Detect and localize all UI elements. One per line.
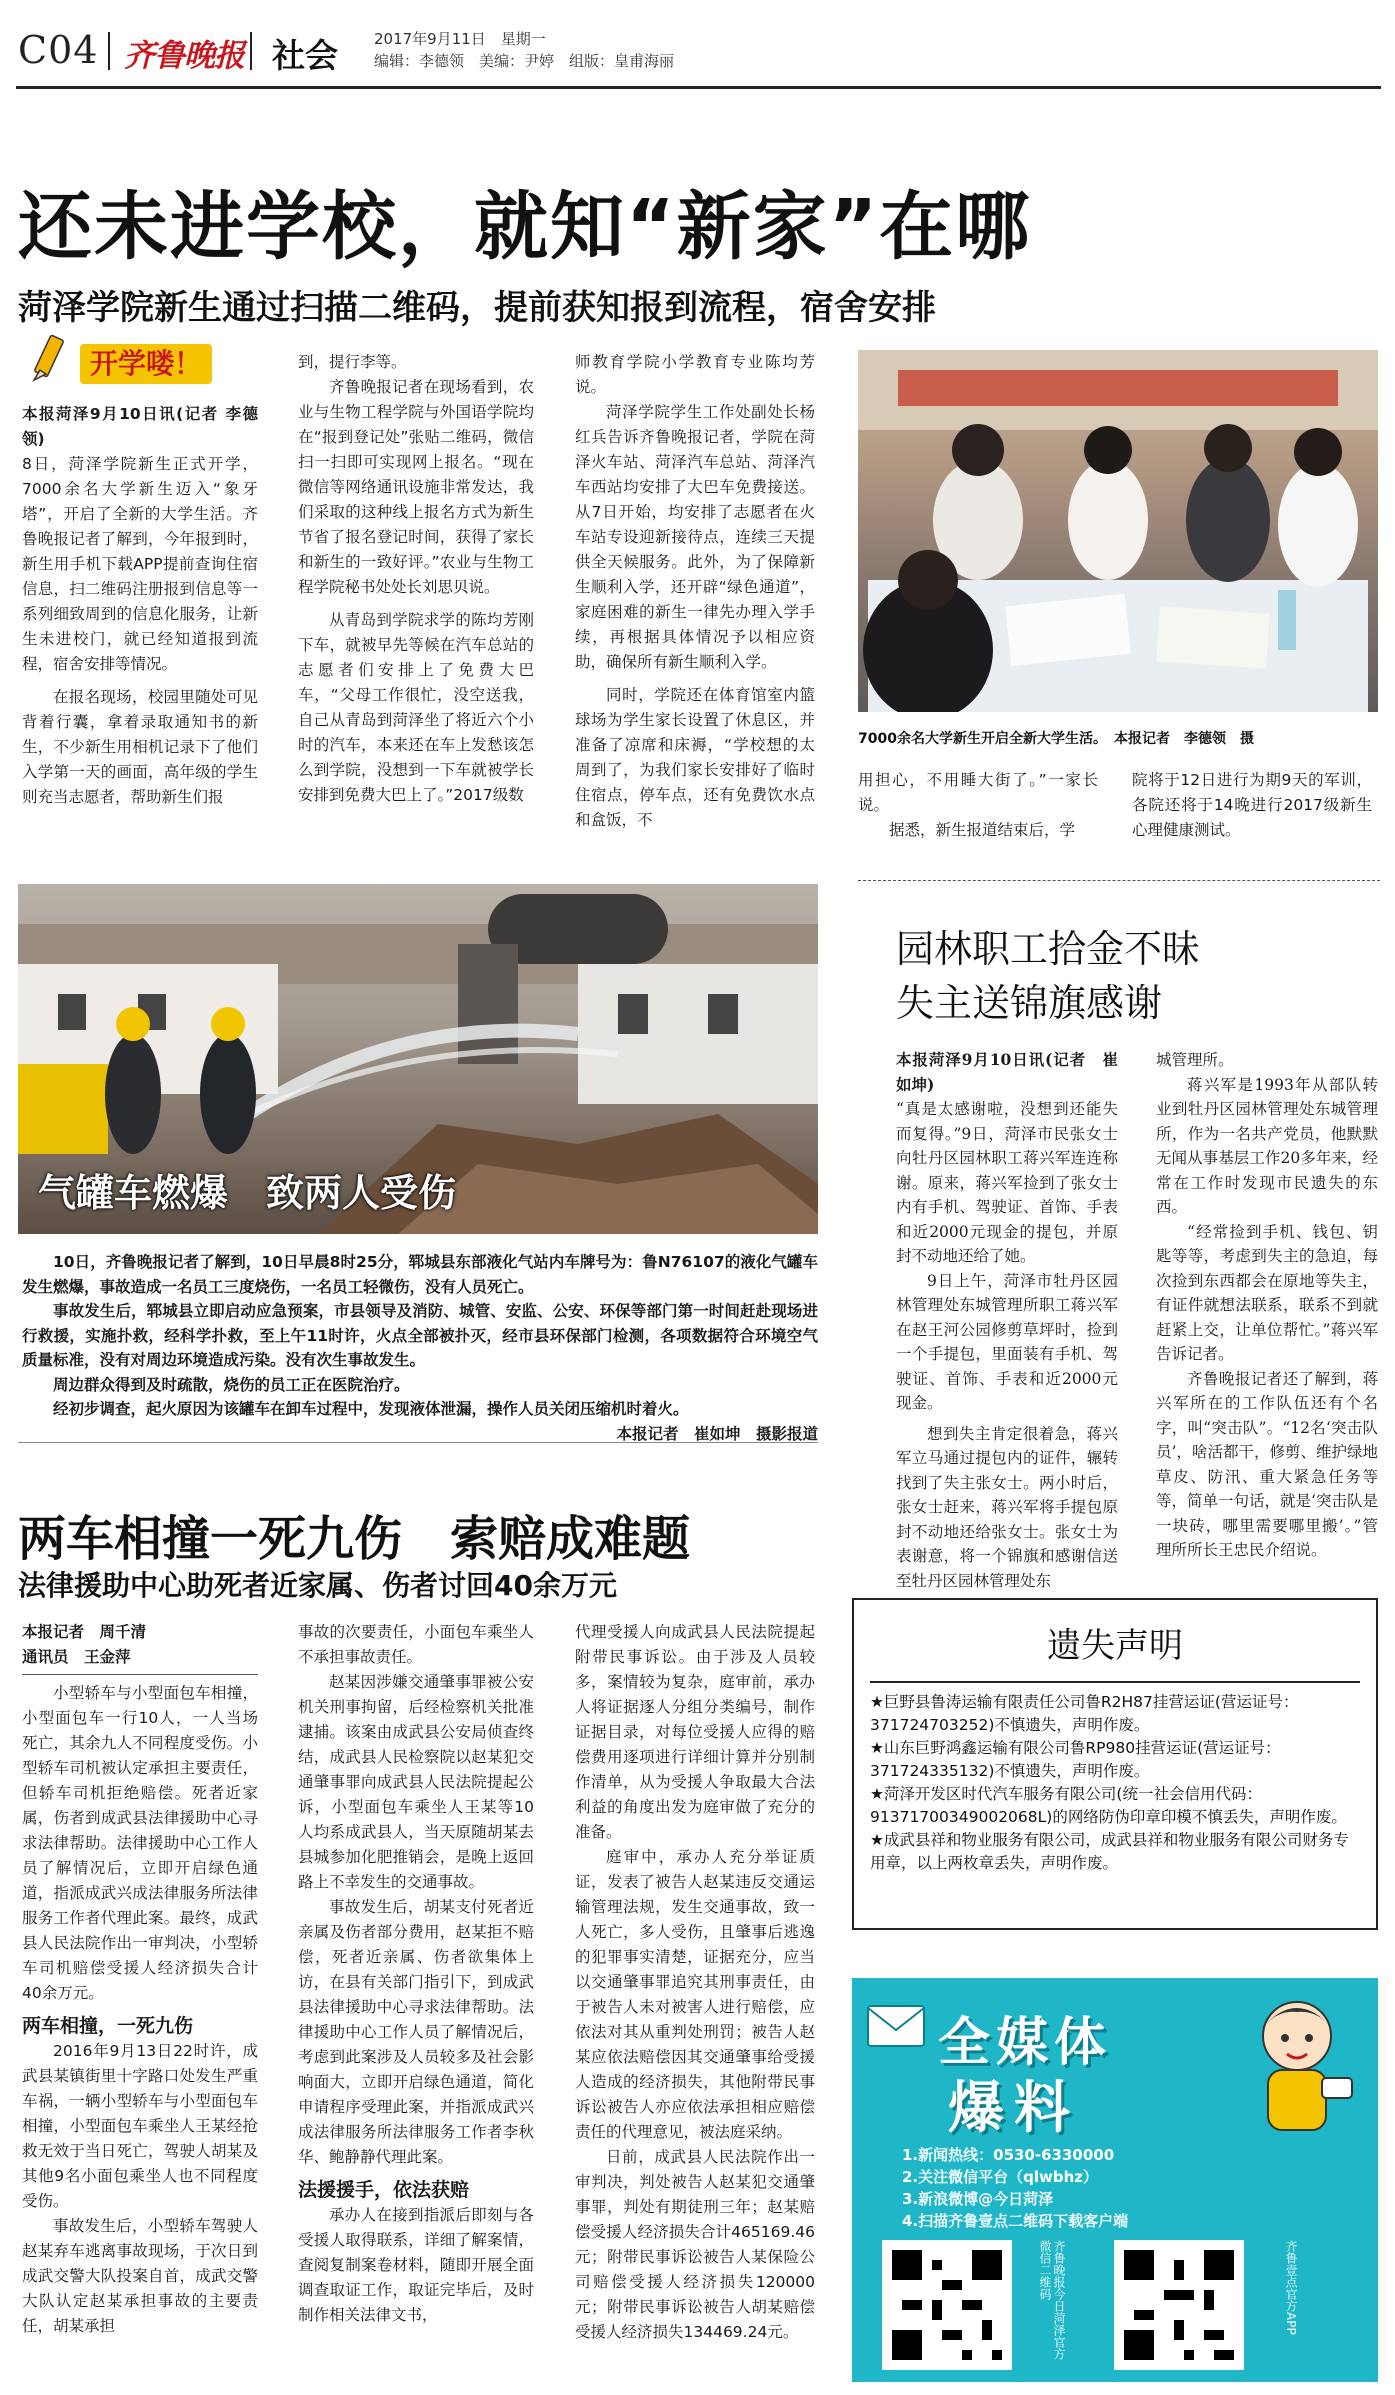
garden-dateline: 本报菏泽9月10日讯(记者 崔如坤): [896, 1050, 1118, 1094]
photo-caption: 7000余名大学新生开启全新大学生活。 本报记者 李德领 摄: [858, 731, 1254, 747]
paragraph: 城管理所。: [1156, 1051, 1234, 1069]
garden-col-2: [1156, 1048, 1378, 1563]
notice-item: ★巨野县鲁涛运输有限责任公司鲁R2H87挂营运证(营运证号：371724703252)不慎遗失，声明作废。: [870, 1693, 1299, 1734]
paragraph: “经常捡到手机、钱包、钥匙等等，考虑到失主的急迫，每次捡到东西都会在原地等失主，有证件就想法联系，联系不到就赶紧上交，让单位帮忙。”蒋兴军告诉记者。: [1156, 1222, 1378, 1363]
paragraph: 齐鲁晚报记者还了解到，蒋兴军所在的工作队伍还有个名字，叫“突击队”。“12名‘突击队员’，啥活都干，修剪、维护绿地草皮、防汛、重大紧急任务等等，简单一句话，就是‘突击队是一块砖，哪里需要哪里搬’。”管理所所长王忠民介绍说。: [1156, 1369, 1378, 1559]
accident-byline: 通讯员 王金萍: [22, 1648, 131, 1666]
fire-photo-title: 气罐车燃爆 致两人受伤: [38, 1171, 457, 1215]
paragraph: 到，提行李等。: [298, 353, 407, 371]
section-name: 社会: [272, 36, 338, 75]
ad-info-line: 1.新闻热线：0530-6330000: [902, 2146, 1115, 2164]
ad-info-line: 3.新浪微博@今日菏泽: [902, 2190, 1054, 2208]
paragraph: 9日上午，菏泽市牡丹区园林管理处东城管理所职工蒋兴军在赵王河公园修剪草坪时，捡到一个手提包，里面装有手机、驾驶证、首饰、手表和近2000元现金。: [896, 1271, 1118, 1412]
lead-col-1: [22, 402, 258, 810]
registration-photo: [858, 350, 1378, 712]
notice-list: [854, 1683, 1376, 1875]
paragraph: 赵某因涉嫌交通肇事罪被公安机关刑事拘留，后经检察机关批准逮捕。该案由成武县公安局侦查终结，成武县人民检察院以赵某犯交通肇事罪向成武县人民法院提起公诉，小型面包车乘坐人王某等10人均系成武县人，当天原随胡某去县城参加化肥推销会，是晚上返回路上不幸发生的交通事故。: [298, 1673, 534, 1891]
paragraph: 从青岛到学院求学的陈均芳刚下车，就被早先等候在汽车总站的志愿者们安排上了免费大巴车，“父母工作很忙，没空送我，自己从青岛到菏泽坐了将近六个小时的汽车，本来还在车上发愁该怎么到学院，没想到一下车就被学长安排到免费大巴上了。”2017级数: [298, 611, 534, 804]
paragraph: 庭审中，承办人充分举证质证，发表了被告人赵某违反交通运输管理法规，发生交通事故，致一人死亡，多人受伤，且肇事后逃逸的犯罪事实清楚，证据充分，应当以交通肇事罪追究其刑事责任，由于被告人未对被害人进行赔偿，应依法对其从重判处刑罚；被告人赵某应依法赔偿因其交通肇事给受援人造成的经济损失，其他附带民事诉讼被告人亦应依法承担相应赔偿责任的代理意见，被法庭采纳。: [575, 1848, 815, 2141]
ad-info-line: 2.关注微信平台（qlwbhz）: [902, 2168, 1099, 2186]
paragraph: 日前，成武县人民法院作出一审判决，判处被告人赵某犯交通肇事罪，判处有期徒刑三年；赵某赔偿受援人经济损失合计465169.46元；附带民事诉讼被告人某保险公司赔偿受援人经济损失120000元；附带民事诉讼被告人胡某赔偿受援人经济损失134469.24元。: [575, 2148, 815, 2341]
pencil-icon: [20, 334, 76, 390]
fire-byline: 本报记者 崔如坤 摄影报道: [616, 1424, 818, 1443]
paper-logo: 齐鲁晚报: [124, 38, 244, 74]
accident-subhead: 法律援助中心助死者近家属、伤者讨回40余万元: [18, 1569, 617, 1602]
paragraph: 周边群众得到及时疏散，烧伤的员工正在医院治疗。: [53, 1375, 410, 1394]
paragraph: 代理受援人向成武县人民法院提起附带民事诉讼。由于涉及人员较多，案情较为复杂，庭审前，承办人将证据逐人分组分类编号，制作证据目录，对每位受援人应得的赔偿费用逐项进行详细计算并分别制作清单，从为受援人争取最大合法利益的角度出发为庭审做了充分的准备。: [575, 1623, 815, 1841]
lead-subhead: 菏泽学院新生通过扫描二维码，提前获知报到流程，宿舍安排: [18, 288, 936, 328]
qr2-label: 齐鲁壹点官方APP: [1284, 2240, 1298, 2335]
accident-byline: 本报记者 周千清: [22, 1623, 147, 1641]
cartoon-mascot-icon: [1232, 1988, 1362, 2138]
lead-col-5: [1132, 768, 1372, 843]
paragraph: 事故的次要责任，小面包车乘坐人不承担事故责任。: [298, 1623, 534, 1666]
accident-col-1: [22, 1620, 258, 2339]
envelope-icon: [866, 2004, 926, 2048]
accident-top-rule: [18, 1442, 818, 1443]
paragraph: 事故发生后，郓城县立即启动应急预案，市县领导及消防、城管、安监、公安、环保等部门第一时间赶赴现场进行救援，实施扑救，经科学扑救，至上午11时许，火点全部被扑灭，经市县环保部门检测，各项数据符合环境空气质量标准，没有对周边环境造成污染。没有次生事故发生。: [22, 1302, 818, 1369]
paragraph: “真是太感谢啦，没想到还能失而复得。”9日，菏泽市民张女士向牡丹区园林职工蒋兴军连连称谢。原来，蒋兴军捡到了张女士内有手机、驾驶证、首饰、手表和近2000元现金的提包，并原封不动地还给了她。: [896, 1100, 1118, 1265]
garden-headline-2: 失主送锦旗感谢: [896, 981, 1163, 1025]
paragraph: 事故发生后，小型轿车驾驶人赵某弃车逃离事故现场，于次日到成武交警大队投案自首，成武交警大队认定赵某承担事故的主要责任，胡某承担: [22, 2217, 258, 2335]
paragraph: 师教育学院小学教育专业陈均芳说。: [575, 353, 815, 396]
tag-badge: [20, 340, 252, 390]
lead-col-4: [858, 768, 1098, 843]
paragraph: 菏泽学院学生工作处副处长杨红兵告诉齐鲁晚报记者，学院在菏泽火车站、菏泽汽车总站、菏泽汽车西站均安排了大巴车免费接送。从7日开始，均安排了志愿者在火车站专设迎新接待点，连续三天提供全天候服务。此外，为了保障新生顺利入学，还开辟“绿色通道”，家庭困难的新生一律先办理入学手续，再根据具体情况予以相应资助，确保所有新生顺利入学。: [575, 403, 815, 671]
paragraph: 2016年9月13日22时许，成武县某镇街里十字路口处发生严重车祸，一辆小型轿车与小型面包车相撞，小型面包车乘坐人王某经抢救无效于当日死亡，驾驶人胡某及其他9名小面包乘坐人也不同程度受伤。: [22, 2042, 258, 2210]
paragraph: 用担心，不用睡大街了。”一家长说。: [858, 771, 1098, 814]
section-dashed-rule: [858, 880, 1380, 881]
paragraph: 承办人在接到指派后即刻与各受援人取得联系，详细了解案情，查阅复制案卷材料，随即开展全面调查取证工作，取证完毕后，及时制作相关法律文书，: [298, 2206, 534, 2324]
page-number: C04: [18, 28, 99, 72]
paragraph: 据悉，新生报道结束后，学: [889, 821, 1076, 839]
media-ad: [852, 1978, 1378, 2382]
notice-title: 遗失声明: [1047, 1626, 1183, 1666]
lead-col-3: [575, 350, 815, 833]
lost-notice-box: [852, 1598, 1378, 1930]
paragraph: 蒋兴军是1993年从部队转业到牡丹区园林管理处东城管理所，作为一名共产党员，他默默无闻从事基层工作20多年来，经常在工作时发现市民遗失的东西。: [1156, 1075, 1378, 1216]
paragraph: 经初步调查，起火原因为该罐车在卸车过程中，发现液体泄漏，操作人员关闭压缩机时着火。: [53, 1400, 689, 1418]
ad-title-1: 全媒体: [938, 2013, 1113, 2073]
paragraph: 院将于12日进行为期9天的军训，各院还将于14晚进行2017级新生心理健康测试。: [1132, 771, 1372, 839]
accident-subtitle: 法援援手，依法获赔: [298, 2179, 470, 2201]
lead-col-2: [298, 350, 534, 808]
lead-dateline: 本报菏泽9月10日讯(记者 李德领): [22, 405, 258, 448]
tag-label: 开学喽！: [80, 344, 212, 384]
accident-col-3: [575, 1620, 815, 2345]
paragraph: 想到失主肯定很着急，蒋兴军立马通过提包内的证件，辗转找到了失主张女士。两小时后，张女士赶来，蒋兴军将手提包原封不动地还给张女士。张女士为表谢意，将一个锦旗和感谢信送至牡丹区园林管理处东: [896, 1424, 1118, 1590]
paragraph: 小型轿车与小型面包车相撞，小型面包车一行10人，一人当场死亡，其余九人不同程度受伤。小型轿车司机被认定承担主要责任，但轿车司机拒绝赔偿。死者近家属，伤者到成武县法律援助中心寻求法律帮助。法律援助中心工作人员了解情况后，立即开启绿色通道，指派成武兴成法律服务所法律服务工作者代理此案。最终，成武县人民法院作出一审判决，小型轿车司机赔偿受援人经济损失合计40余万元。: [22, 1684, 258, 2002]
paragraph: 8日，菏泽学院新生正式开学，7000余名大学新生迈入“象牙塔”，开启了全新的大学生活。齐鲁晚报记者了解到，今年报到时，新生用手机下载APP提前查询住宿信息，扫二维码注册报到信息等一系列细致周到的信息化服务，让新生未进校门，就已经知道报到流程，宿舍安排等情况。: [22, 455, 258, 673]
fire-body: [22, 1250, 818, 1446]
accident-col-2: [298, 1620, 534, 2328]
ad-info-list: [902, 2144, 1128, 2232]
header-staff: 编辑：李德领 美编：尹婷 组版：皇甫海丽: [374, 52, 675, 70]
paragraph: 同时，学院还在体育馆室内篮球场为学生家长设置了休息区，并准备了凉席和床褥，“学校想的太周到了，为我们家长安排好了临时住宿点，停车点，还有免费饮水点和盒饭，不: [575, 686, 815, 829]
fire-photo: [18, 884, 818, 1234]
qr-code-wechat[interactable]: [882, 2240, 1012, 2370]
header-divider: [250, 32, 252, 70]
ad-title-2: 爆料: [948, 2076, 1080, 2141]
paragraph: 事故发生后，胡某支付死者近亲属及伤者部分费用，赵某拒不赔偿，死者近亲属、伤者欲集体上访，在县有关部门指引下，到成武县法律援助中心寻求法律帮助。法律援助中心工作人员了解情况后，考虑到此案涉及人员较多及社会影响面大，立即开启绿色通道，简化申请程序受理此案，并指派成武兴成法律服务所法律服务工作者李秋华、鲍静静代理此案。: [298, 1898, 534, 2166]
header-rule: [16, 86, 1381, 89]
notice-item: ★成武县祥和物业服务有限公司，成武县祥和物业服务有限公司财务专用章，以上两枚章丢失，声明作废。: [870, 1831, 1349, 1872]
garden-col-1: [896, 1048, 1118, 1593]
lead-headline: 还未进学校，就知“新家”在哪: [18, 184, 1032, 270]
accident-headline: 两车相撞一死九伤 索赔成难题: [18, 1511, 691, 1567]
accident-subtitle: 两车相撞，一死九伤: [22, 2015, 194, 2037]
paragraph: 齐鲁晚报记者在现场看到，农业与生物工程学院与外国语学院均在“报到登记处”张贴二维码，微信扫一扫即可实现网上报名。“现在微信等网络通讯设施非常发达，我们采取的这种线上报名方式为新生节省了报名登记时间，获得了家长和新生的一致好评。”农业与生物工程学院秘书处处长刘思贝说。: [298, 378, 534, 596]
paragraph: 10日，齐鲁晚报记者了解到，10日早晨8时25分，郓城县东部液化气站内车牌号为：鲁N76107的液化气罐车发生燃爆，事故造成一名员工三度烧伤，一名员工轻微伤，没有人员死亡。: [22, 1253, 818, 1296]
ad-info-line: 4.扫描齐鲁壹点二维码下载客户端: [902, 2212, 1129, 2230]
garden-headline-1: 园林职工拾金不昧: [896, 927, 1201, 971]
qr-code-app[interactable]: [1114, 2240, 1244, 2370]
qr1-label: 齐鲁晚报今日菏泽官方微信二维码: [1038, 2240, 1066, 2360]
header-divider: [108, 32, 110, 70]
paragraph: 在报名现场，校园里随处可见背着行囊，拿着录取通知书的新生，不少新生用相机记录下了他们入学第一天的画面，高年级的学生则充当志愿者，帮助新生们报: [22, 688, 258, 806]
notice-item: ★菏泽开发区时代汽车服务有限公司(统一社会信用代码：91371700349002068L)的网络防伪印章印模不慎丢失，声明作废。: [870, 1785, 1347, 1826]
notice-item: ★山东巨野鸿鑫运输有限公司鲁RP980挂营运证(营运证号：371724335132)不慎遗失，声明作废。: [870, 1739, 1281, 1780]
header-date: 2017年9月11日 星期一: [374, 30, 546, 48]
